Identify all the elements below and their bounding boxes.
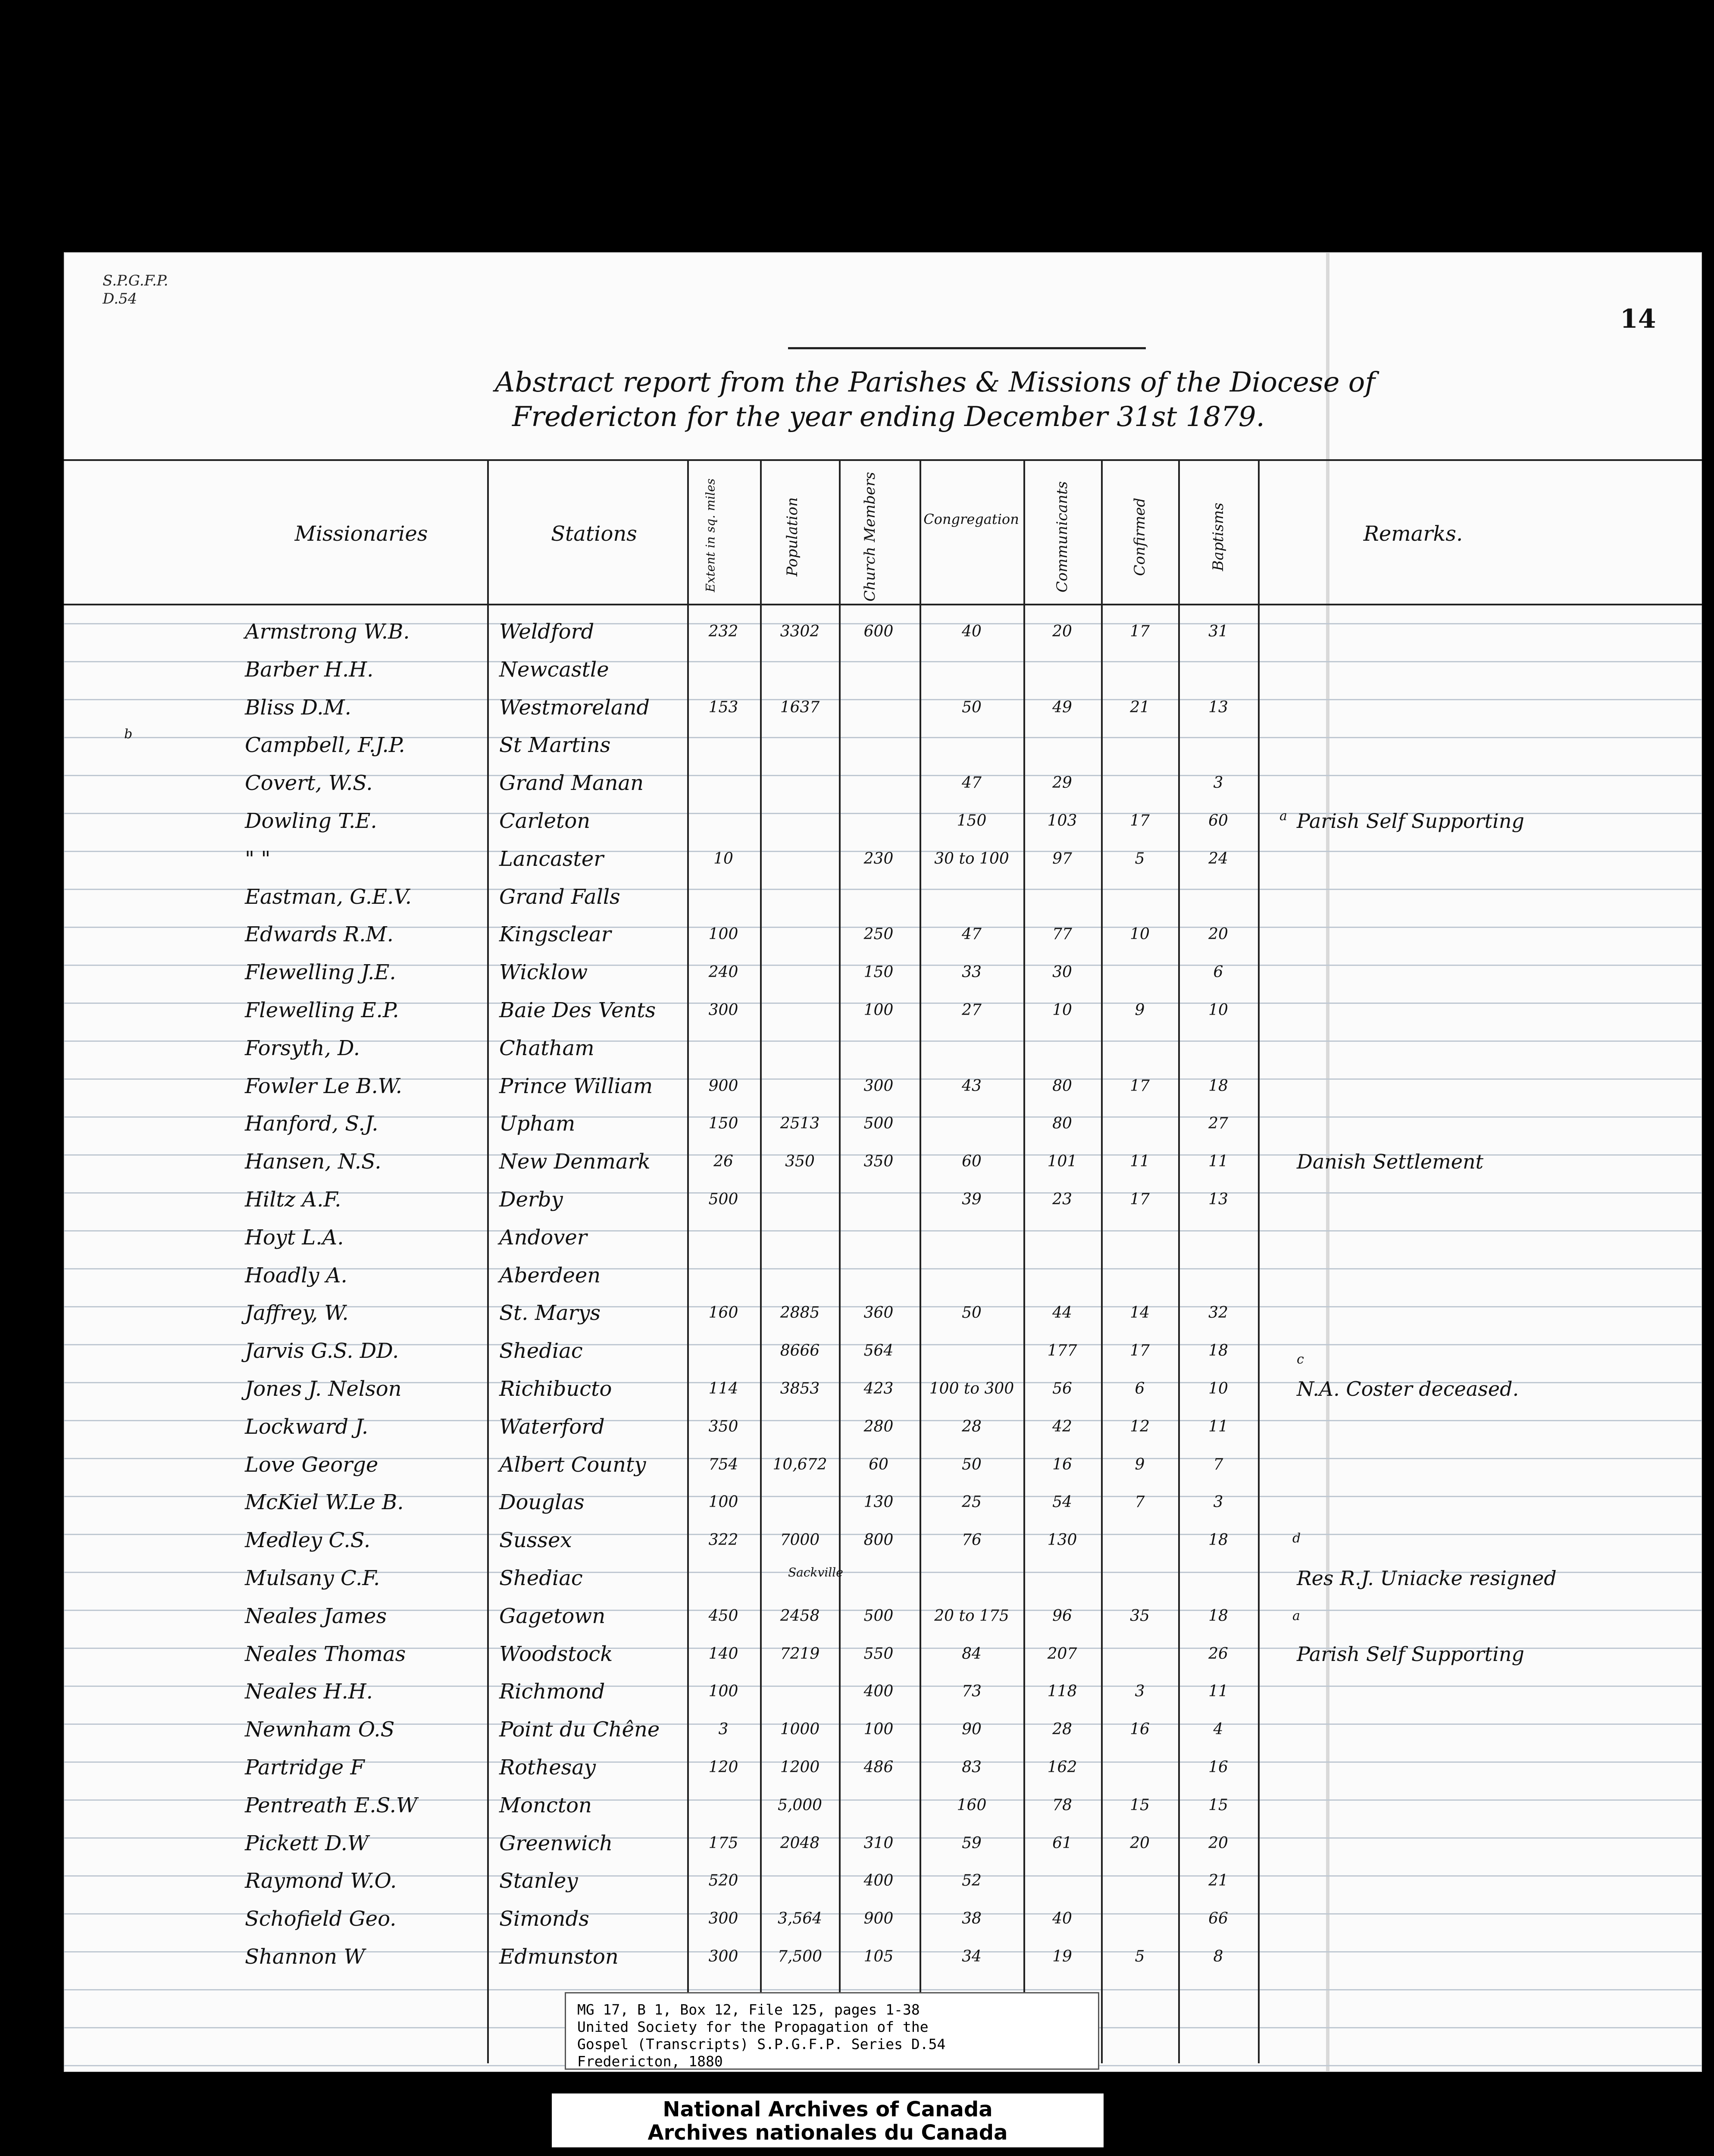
annotation-sackville: Sackville xyxy=(788,1565,843,1579)
cell-station: Aberdeen xyxy=(499,1263,601,1288)
cell-name: Flewelling J.E. xyxy=(245,960,396,984)
cell-baptisms: 10 xyxy=(1208,1380,1228,1398)
header-population: Population xyxy=(784,497,801,577)
cell-station: Sussex xyxy=(499,1528,572,1552)
archives-label xyxy=(552,2093,1104,2147)
cell-baptisms: 24 xyxy=(1208,850,1228,868)
cell-station: Baie Des Vents xyxy=(499,998,656,1022)
cell-members: 350 xyxy=(863,1153,894,1170)
cell-station: Waterford xyxy=(499,1415,605,1439)
cell-station: Stanley xyxy=(499,1869,578,1893)
cell-population: 3853 xyxy=(780,1380,820,1398)
cell-confirmed: 17 xyxy=(1130,623,1150,640)
cell-confirmed: 9 xyxy=(1135,1001,1145,1019)
cell-name: Pentreath E.S.W xyxy=(245,1793,418,1818)
cell-baptisms: 16 xyxy=(1208,1758,1228,1776)
cell-name: Jones J. Nelson xyxy=(245,1377,402,1401)
cell-station: Grand Falls xyxy=(499,885,620,909)
cell-congregation: 47 xyxy=(962,925,982,943)
cell-confirmed: 5 xyxy=(1135,850,1145,868)
cell-remarks: Danish Settlement xyxy=(1297,1150,1484,1173)
cell-baptisms: 11 xyxy=(1208,1683,1228,1700)
column-divider xyxy=(1178,459,1180,2063)
page-number: 14 xyxy=(1620,304,1656,334)
cell-communicants: 96 xyxy=(1052,1607,1072,1625)
cell-communicants: 77 xyxy=(1052,925,1072,943)
header-remarks: Remarks. xyxy=(1363,522,1463,546)
cell-confirmed: 17 xyxy=(1130,812,1150,830)
cell-communicants: 101 xyxy=(1047,1153,1077,1170)
cell-station: Simonds xyxy=(499,1907,589,1931)
cell-extent: 300 xyxy=(708,1001,738,1019)
header-confirmed: Confirmed xyxy=(1131,498,1148,576)
cell-baptisms: 32 xyxy=(1208,1304,1228,1322)
cell-baptisms: 66 xyxy=(1208,1910,1228,1927)
cell-name: Hansen, N.S. xyxy=(245,1150,382,1174)
header-church-members: Church Members xyxy=(861,472,879,602)
cell-station: Grand Manan xyxy=(499,771,644,795)
cell-name: Dowling T.E. xyxy=(245,809,377,833)
cell-communicants: 28 xyxy=(1052,1720,1072,1738)
cell-communicants: 207 xyxy=(1047,1645,1077,1663)
cell-congregation: 30 to 100 xyxy=(934,850,1009,868)
footnote-mark: c xyxy=(1297,1352,1304,1367)
cell-population: 7219 xyxy=(780,1645,820,1663)
cell-congregation: 84 xyxy=(962,1645,982,1663)
footnote-mark: d xyxy=(1292,1531,1301,1546)
cell-population: 2458 xyxy=(780,1607,820,1625)
cell-population: 10,672 xyxy=(773,1456,827,1473)
cell-name: Shannon W xyxy=(245,1945,365,1969)
cell-name: Hiltz A.F. xyxy=(245,1188,341,1212)
cell-name: Hanford, S.J. xyxy=(245,1112,378,1136)
cell-name: Newnham O.S xyxy=(245,1717,395,1742)
cell-congregation: 52 xyxy=(962,1872,982,1890)
cell-remarks: Parish Self Supporting xyxy=(1297,809,1524,833)
cell-extent: 240 xyxy=(708,963,738,981)
cell-confirmed: 14 xyxy=(1130,1304,1150,1322)
cell-population: 2885 xyxy=(780,1304,820,1322)
cell-congregation: 60 xyxy=(962,1153,982,1170)
cell-congregation: 47 xyxy=(962,774,982,792)
cell-members: 230 xyxy=(863,850,894,868)
archive-line: United Society for the Propagation of the xyxy=(577,2018,929,2035)
cell-station: Prince William xyxy=(499,1074,653,1098)
cell-baptisms: 13 xyxy=(1208,1191,1228,1208)
column-divider xyxy=(1258,459,1260,2063)
cell-communicants: 30 xyxy=(1052,963,1072,981)
cell-station: Carleton xyxy=(499,809,591,833)
cell-members: 500 xyxy=(863,1607,894,1625)
cell-station: Point du Chêne xyxy=(499,1717,660,1742)
cell-name: Barber H.H. xyxy=(245,658,374,682)
cell-station: Upham xyxy=(499,1112,576,1136)
cell-station: Woodstock xyxy=(499,1642,613,1666)
cell-confirmed: 20 xyxy=(1130,1834,1150,1852)
title-line-2: Fredericton for the year ending December 31st 1879. xyxy=(512,401,1265,433)
cell-baptisms: 15 xyxy=(1208,1796,1228,1814)
cell-baptisms: 20 xyxy=(1208,1834,1228,1852)
cell-congregation: 100 to 300 xyxy=(929,1380,1014,1398)
cell-confirmed: 12 xyxy=(1130,1418,1150,1435)
cell-extent: 300 xyxy=(708,1948,738,1965)
cell-communicants: 42 xyxy=(1052,1418,1072,1435)
cell-extent: 450 xyxy=(708,1607,738,1625)
cell-members: 130 xyxy=(863,1493,894,1511)
cell-station: Douglas xyxy=(499,1490,585,1514)
title-rule xyxy=(788,347,1146,349)
footnote-mark: b xyxy=(124,727,133,742)
cell-extent: 754 xyxy=(708,1456,738,1473)
cell-congregation: 76 xyxy=(962,1531,982,1549)
cell-communicants: 54 xyxy=(1052,1493,1072,1511)
cell-baptisms: 26 xyxy=(1208,1645,1228,1663)
cell-confirmed: 15 xyxy=(1130,1796,1150,1814)
title-line-1: Abstract report from the Parishes & Missions of the Diocese of xyxy=(495,367,1375,398)
cell-communicants: 20 xyxy=(1052,623,1072,640)
cell-extent: 100 xyxy=(708,925,738,943)
cell-communicants: 80 xyxy=(1052,1077,1072,1095)
cell-name: Fowler Le B.W. xyxy=(245,1074,402,1098)
cell-name: Jarvis G.S. DD. xyxy=(245,1339,399,1363)
cell-members: 900 xyxy=(863,1910,894,1927)
cell-baptisms: 18 xyxy=(1208,1607,1228,1625)
cell-station: Lancaster xyxy=(499,847,604,871)
cell-communicants: 19 xyxy=(1052,1948,1072,1965)
cell-members: 486 xyxy=(863,1758,894,1776)
cell-confirmed: 17 xyxy=(1130,1077,1150,1095)
reference-mark xyxy=(103,272,168,308)
cell-extent: 140 xyxy=(708,1645,738,1663)
cell-station: Rothesay xyxy=(499,1755,596,1780)
ruled-line xyxy=(64,1989,1702,1990)
archive-line: Gospel (Transcripts) S.P.G.F.P. Series D.54 xyxy=(577,2036,946,2053)
cell-communicants: 103 xyxy=(1047,812,1077,830)
cell-congregation: 73 xyxy=(962,1683,982,1700)
cell-extent: 26 xyxy=(713,1153,733,1170)
cell-extent: 120 xyxy=(708,1758,738,1776)
cell-congregation: 83 xyxy=(962,1758,982,1776)
cell-baptisms: 31 xyxy=(1208,623,1228,640)
cell-name: Neales Thomas xyxy=(245,1642,406,1666)
cell-name: Armstrong W.B. xyxy=(245,620,410,644)
cell-baptisms: 8 xyxy=(1213,1948,1223,1965)
cell-station: Greenwich xyxy=(499,1831,613,1855)
cell-congregation: 33 xyxy=(962,963,982,981)
cell-population: 1000 xyxy=(780,1720,820,1738)
cell-station: Edmunston xyxy=(499,1945,619,1969)
cell-name: Hoyt L.A. xyxy=(245,1225,344,1250)
cell-population: 3302 xyxy=(780,623,820,640)
archive-line: Fredericton, 1880 xyxy=(577,2053,723,2070)
header-communicants: Communicants xyxy=(1054,481,1071,592)
cell-name: Pickett D.W xyxy=(245,1831,369,1855)
cell-congregation: 28 xyxy=(962,1418,982,1435)
cell-extent: 160 xyxy=(708,1304,738,1322)
header-congregation: Congregation xyxy=(923,511,1019,527)
cell-communicants: 162 xyxy=(1047,1758,1077,1776)
cell-members: 250 xyxy=(863,925,894,943)
cell-baptisms: 18 xyxy=(1208,1531,1228,1549)
cell-congregation: 27 xyxy=(962,1001,982,1019)
cell-name: Medley C.S. xyxy=(245,1528,371,1552)
cell-extent: 3 xyxy=(718,1720,729,1738)
cell-members: 300 xyxy=(863,1077,894,1095)
cell-extent: 500 xyxy=(708,1191,738,1208)
cell-extent: 322 xyxy=(708,1531,738,1549)
cell-communicants: 40 xyxy=(1052,1910,1072,1927)
cell-members: 310 xyxy=(863,1834,894,1852)
reference-line-2: D.54 xyxy=(103,290,138,307)
column-divider xyxy=(839,459,841,2063)
cell-communicants: 118 xyxy=(1047,1683,1077,1700)
cell-members: 60 xyxy=(869,1456,888,1473)
cell-station: St Martins xyxy=(499,733,611,757)
cell-communicants: 56 xyxy=(1052,1380,1072,1398)
header-stations: Stations xyxy=(551,522,637,546)
cell-communicants: 78 xyxy=(1052,1796,1072,1814)
cell-confirmed: 21 xyxy=(1130,699,1150,716)
cell-members: 400 xyxy=(863,1872,894,1890)
cell-confirmed: 17 xyxy=(1130,1342,1150,1360)
cell-communicants: 49 xyxy=(1052,699,1072,716)
cell-members: 550 xyxy=(863,1645,894,1663)
cell-station: Shediac xyxy=(499,1339,583,1363)
cell-station: Kingsclear xyxy=(499,922,611,946)
cell-communicants: 61 xyxy=(1052,1834,1072,1852)
cell-name: Hoadly A. xyxy=(245,1263,347,1288)
cell-communicants: 44 xyxy=(1052,1304,1072,1322)
cell-station: Shediac xyxy=(499,1566,583,1590)
cell-station: Moncton xyxy=(499,1793,592,1818)
cell-baptisms: 18 xyxy=(1208,1077,1228,1095)
cell-congregation: 38 xyxy=(962,1910,982,1927)
cell-congregation: 40 xyxy=(962,623,982,640)
cell-extent: 300 xyxy=(708,1910,738,1927)
cell-baptisms: 11 xyxy=(1208,1153,1228,1170)
cell-name: Lockward J. xyxy=(245,1415,369,1439)
cell-station: Weldford xyxy=(499,620,594,644)
cell-name: Flewelling E.P. xyxy=(245,998,399,1022)
header-extent: Extent in sq. miles xyxy=(703,478,718,592)
cell-station: Westmoreland xyxy=(499,696,650,720)
cell-congregation: 160 xyxy=(957,1796,987,1814)
cell-station: Wicklow xyxy=(499,960,588,984)
cell-name: Bliss D.M. xyxy=(245,696,351,720)
cell-extent: 150 xyxy=(708,1115,738,1132)
cell-communicants: 29 xyxy=(1052,774,1072,792)
cell-population: 350 xyxy=(785,1153,815,1170)
cell-name: Campbell, F.J.P. xyxy=(245,733,405,757)
cell-extent: 900 xyxy=(708,1077,738,1095)
header-missionaries: Missionaries xyxy=(294,522,428,546)
cell-extent: 114 xyxy=(708,1380,738,1398)
cell-confirmed: 6 xyxy=(1135,1380,1145,1398)
footnote-mark: a xyxy=(1292,1608,1300,1623)
cell-members: 105 xyxy=(863,1948,894,1965)
cell-population: 8666 xyxy=(780,1342,820,1360)
cell-baptisms: 11 xyxy=(1208,1418,1228,1435)
cell-name: Neales H.H. xyxy=(245,1680,373,1704)
cell-name: Love George xyxy=(245,1453,378,1477)
institution-fr: Archives nationales du Canada xyxy=(647,2121,1008,2145)
cell-members: 600 xyxy=(863,623,894,640)
cell-confirmed: 16 xyxy=(1130,1720,1150,1738)
cell-baptisms: 3 xyxy=(1213,774,1223,792)
cell-congregation: 150 xyxy=(957,812,987,830)
cell-members: 100 xyxy=(863,1720,894,1738)
cell-congregation: 25 xyxy=(962,1493,982,1511)
cell-members: 400 xyxy=(863,1683,894,1700)
cell-extent: 520 xyxy=(708,1872,738,1890)
cell-population: 7000 xyxy=(780,1531,820,1549)
cell-extent: 10 xyxy=(713,850,733,868)
cell-congregation: 50 xyxy=(962,1456,982,1473)
cell-congregation: 59 xyxy=(962,1834,982,1852)
cell-population: 7,500 xyxy=(777,1948,823,1965)
cell-station: Gagetown xyxy=(499,1604,606,1628)
cell-remarks: N.A. Coster deceased. xyxy=(1297,1377,1519,1401)
cell-members: 564 xyxy=(863,1342,894,1360)
cell-congregation: 90 xyxy=(962,1720,982,1738)
cell-name: " " xyxy=(245,847,271,871)
cell-confirmed: 17 xyxy=(1130,1191,1150,1208)
cell-members: 150 xyxy=(863,963,894,981)
footnote-mark: a xyxy=(1279,808,1287,824)
cell-confirmed: 11 xyxy=(1130,1153,1150,1170)
cell-confirmed: 10 xyxy=(1130,925,1150,943)
cell-confirmed: 3 xyxy=(1135,1683,1145,1700)
cell-name: Schofield Geo. xyxy=(245,1907,397,1931)
cell-confirmed: 7 xyxy=(1135,1493,1145,1511)
cell-name: McKiel W.Le B. xyxy=(245,1490,404,1514)
cell-members: 100 xyxy=(863,1001,894,1019)
archive-reference-label xyxy=(565,1992,1099,2070)
cell-population: 2048 xyxy=(780,1834,820,1852)
cell-population: 2513 xyxy=(780,1115,820,1132)
cell-name: Edwards R.M. xyxy=(245,922,394,946)
cell-members: 423 xyxy=(863,1380,894,1398)
cell-congregation: 43 xyxy=(962,1077,982,1095)
cell-congregation: 20 to 175 xyxy=(934,1607,1009,1625)
cell-confirmed: 9 xyxy=(1135,1456,1145,1473)
cell-population: 3,564 xyxy=(777,1910,823,1927)
cell-communicants: 130 xyxy=(1047,1531,1077,1549)
institution-en: National Archives of Canada xyxy=(663,2097,993,2122)
cell-station: Richmond xyxy=(499,1680,605,1704)
cell-station: Richibucto xyxy=(499,1377,612,1401)
cell-baptisms: 18 xyxy=(1208,1342,1228,1360)
table-top-border xyxy=(64,459,1702,461)
cell-baptisms: 4 xyxy=(1213,1720,1223,1738)
cell-communicants: 177 xyxy=(1047,1342,1077,1360)
cell-congregation: 50 xyxy=(962,1304,982,1322)
cell-members: 360 xyxy=(863,1304,894,1322)
header-baptisms: Baptisms xyxy=(1210,502,1227,571)
cell-congregation: 39 xyxy=(962,1191,982,1208)
cell-station: St. Marys xyxy=(499,1301,601,1325)
cell-remarks: Res R.J. Uniacke resigned xyxy=(1297,1567,1557,1590)
cell-population: 5,000 xyxy=(777,1796,823,1814)
archive-line: MG 17, B 1, Box 12, File 125, pages 1-38 xyxy=(577,2001,920,2018)
cell-station: Albert County xyxy=(499,1453,646,1477)
cell-extent: 232 xyxy=(708,623,738,640)
reference-line-1: S.P.G.F.P. xyxy=(103,272,169,289)
cell-station: New Denmark xyxy=(499,1150,651,1174)
cell-baptisms: 21 xyxy=(1208,1872,1228,1890)
cell-extent: 175 xyxy=(708,1834,738,1852)
cell-baptisms: 3 xyxy=(1213,1493,1223,1511)
cell-remarks: Parish Self Supporting xyxy=(1297,1642,1524,1666)
cell-baptisms: 20 xyxy=(1208,925,1228,943)
cell-name: Raymond W.O. xyxy=(245,1869,397,1893)
cell-population: 1200 xyxy=(780,1758,820,1776)
cell-confirmed: 35 xyxy=(1130,1607,1150,1625)
cell-name: Jaffrey, W. xyxy=(245,1301,349,1325)
cell-name: Eastman, G.E.V. xyxy=(245,885,412,909)
cell-name: Covert, W.S. xyxy=(245,771,373,795)
cell-name: Forsyth, D. xyxy=(245,1036,360,1060)
cell-confirmed: 5 xyxy=(1135,1948,1145,1965)
cell-extent: 350 xyxy=(708,1418,738,1435)
cell-members: 800 xyxy=(863,1531,894,1549)
cell-baptisms: 10 xyxy=(1208,1001,1228,1019)
cell-baptisms: 60 xyxy=(1208,812,1228,830)
cell-extent: 100 xyxy=(708,1683,738,1700)
column-divider xyxy=(920,459,921,2063)
cell-name: Neales James xyxy=(245,1604,387,1628)
cell-communicants: 10 xyxy=(1052,1001,1072,1019)
cell-members: 500 xyxy=(863,1115,894,1132)
cell-baptisms: 7 xyxy=(1213,1456,1223,1473)
cell-communicants: 97 xyxy=(1052,850,1072,868)
document-page xyxy=(64,252,1702,2072)
cell-station: Andover xyxy=(499,1225,587,1250)
cell-baptisms: 27 xyxy=(1208,1115,1228,1132)
cell-communicants: 80 xyxy=(1052,1115,1072,1132)
cell-station: Chatham xyxy=(499,1036,594,1060)
cell-name: Partridge F xyxy=(245,1755,365,1780)
cell-communicants: 16 xyxy=(1052,1456,1072,1473)
cell-baptisms: 6 xyxy=(1213,963,1223,981)
cell-extent: 100 xyxy=(708,1493,738,1511)
cell-station: Newcastle xyxy=(499,658,609,682)
cell-station: Derby xyxy=(499,1188,563,1212)
cell-name: Mulsany C.F. xyxy=(245,1566,380,1590)
cell-congregation: 34 xyxy=(962,1948,982,1965)
cell-population: 1637 xyxy=(780,699,820,716)
header-bottom-border xyxy=(64,604,1702,605)
cell-baptisms: 13 xyxy=(1208,699,1228,716)
column-divider xyxy=(487,459,489,2063)
cell-communicants: 23 xyxy=(1052,1191,1072,1208)
cell-congregation: 50 xyxy=(962,699,982,716)
column-divider xyxy=(760,459,762,2063)
cell-members: 280 xyxy=(863,1418,894,1435)
cell-extent: 153 xyxy=(708,699,738,716)
